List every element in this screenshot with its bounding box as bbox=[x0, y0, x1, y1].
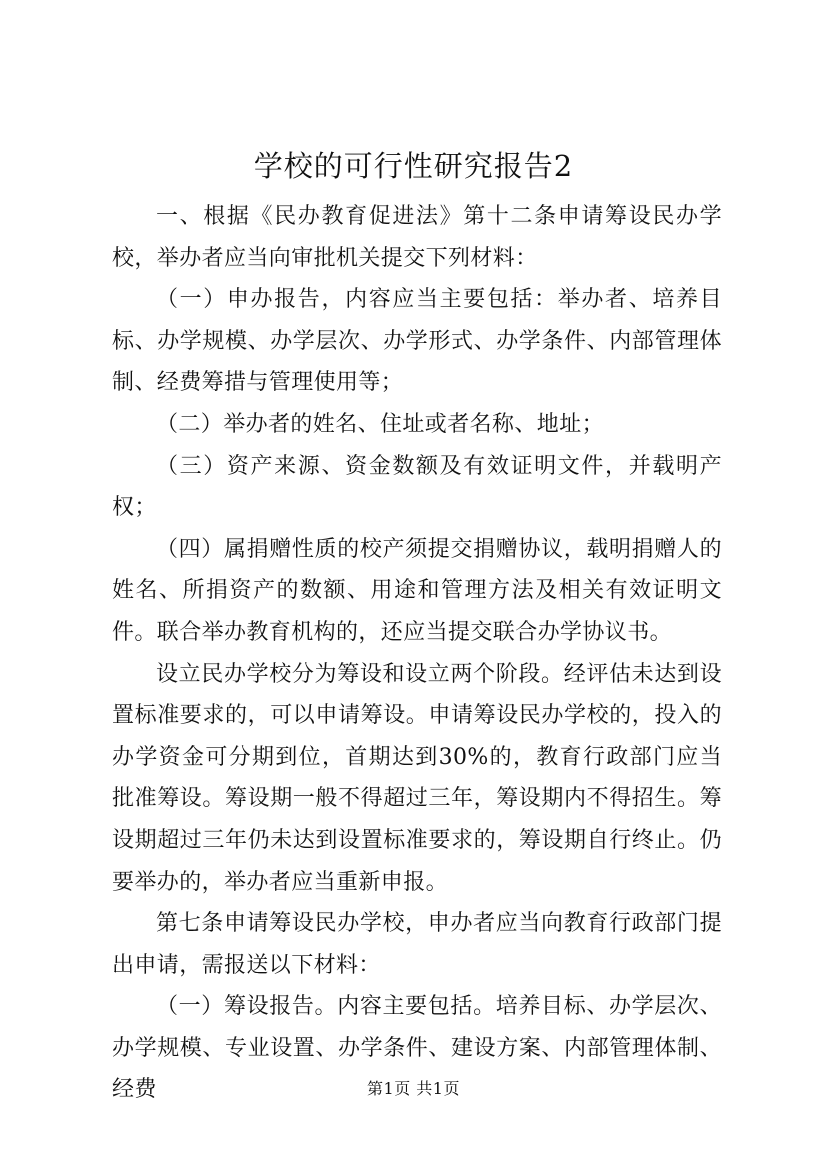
document-title: 学校的可行性研究报告2 bbox=[253, 149, 574, 183]
paragraph: 一、根据《民办教育促进法》第十二条申请筹设民办学校，举办者应当向审批机关提交下列材料： bbox=[112, 204, 722, 271]
paragraph: （一）筹设报告。内容主要包括。培养目标、办学层次、办学规模、专业设置、办学条件、建设方案、内部管理体制、经费 bbox=[112, 994, 722, 1103]
page-footer: 第1页 共1页 bbox=[367, 1079, 460, 1098]
paragraph: （二）举办者的姓名、住址或者名称、地址； bbox=[156, 411, 605, 437]
paragraph: 第七条申请筹设民办学校，申办者应当向教育行政部门提出申请，需报送以下材料： bbox=[112, 911, 722, 978]
paragraph: （一）申办报告，内容应当主要包括：举办者、培养目标、办学规模、办学层次、办学形式、办学条件、内部管理体制、经费筹措与管理使用等； bbox=[112, 287, 722, 396]
paragraph: （三）资产来源、资金数额及有效证明文件，并载明产权； bbox=[112, 453, 722, 521]
document-body bbox=[112, 196, 722, 1111]
paragraph: 设立民办学校分为筹设和设立两个阶段。经评估未达到设置标准要求的，可以申请筹设。申请筹设民办学校的，投入的办学资金可分期到位，首期达到30%的，教育行政部门应当批准筹设。筹设期一般不得超过三年，筹设期内不得招生。筹设期超过三年仍未达到设置标准要求的，筹设期自行终止。仍要举办的，举办者应当重新申报。 bbox=[112, 661, 722, 895]
paragraph: （四）属捐赠性质的校产须提交捐赠协议，载明捐赠人的姓名、所捐资产的数额、用途和管理方法及相关有效证明文件。联合举办教育机构的，还应当提交联合办学协议书。 bbox=[112, 536, 722, 645]
